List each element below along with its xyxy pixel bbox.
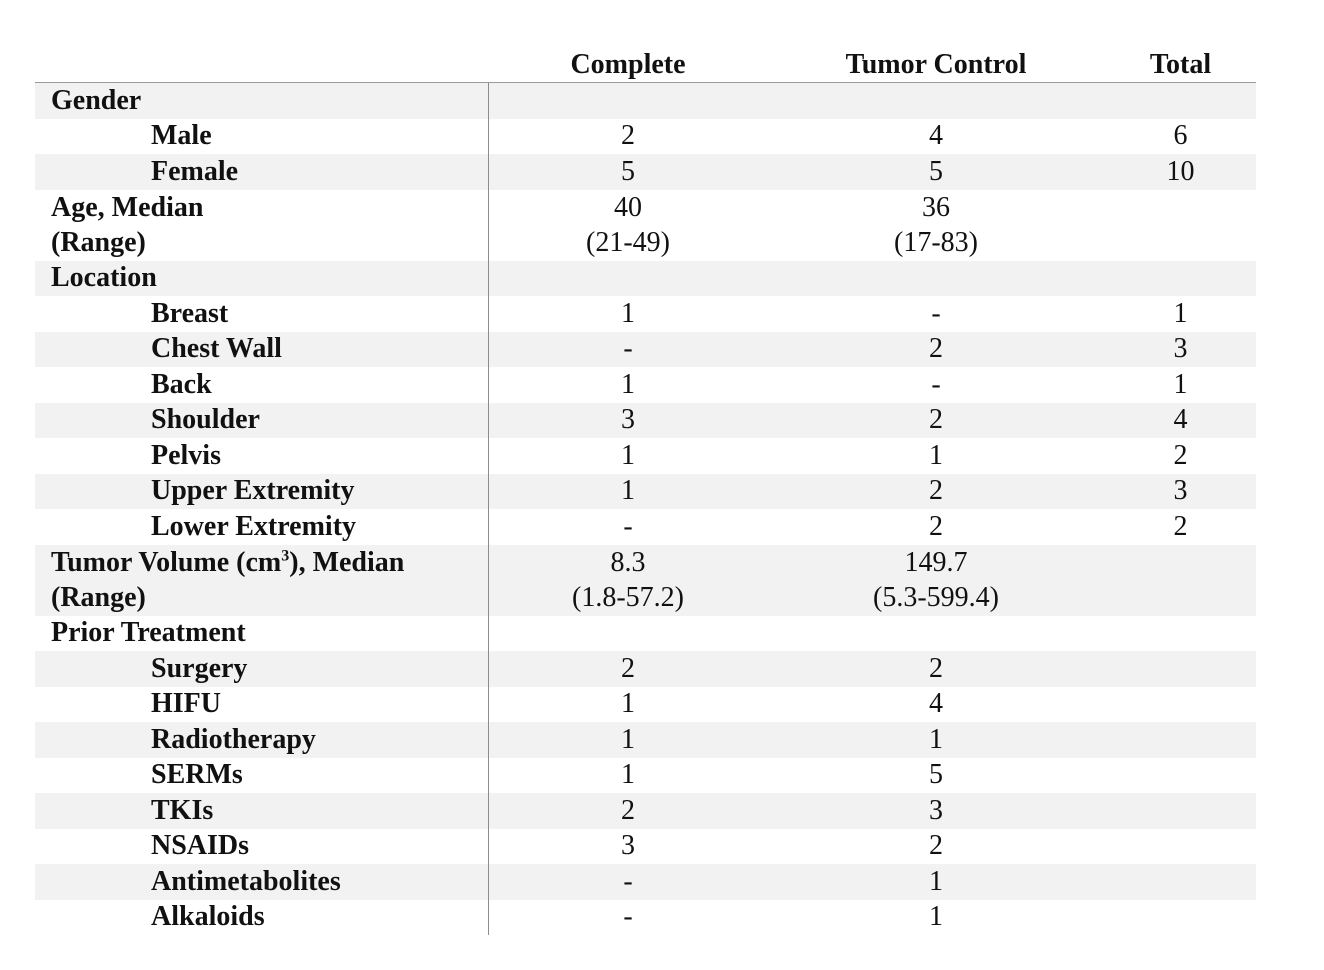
cell-tumor-control: 2 <box>929 510 943 542</box>
table-row <box>35 651 1256 687</box>
table-row <box>35 900 1256 936</box>
cell-complete: 2 <box>621 794 635 826</box>
cell-tumor-control: 2 <box>929 404 943 436</box>
cell-complete: 2 <box>621 652 635 684</box>
row-label: HIFU <box>35 687 489 723</box>
cell-total: 2 <box>1173 439 1188 471</box>
row-label: Chest Wall <box>35 332 489 368</box>
cell-total: 6 <box>1173 120 1188 152</box>
cell-tumor-control: - <box>931 368 941 400</box>
cell-tumor-control: - <box>931 297 941 329</box>
patient-characteristics-table <box>35 46 1256 935</box>
table-row <box>35 722 1256 758</box>
tumor-volume-label-line1: Tumor Volume $(cm^3)$, Median <box>51 547 405 578</box>
table-row <box>35 758 1256 794</box>
cell-tumor-control: 2 <box>929 652 943 684</box>
row-label: Shoulder <box>35 403 489 439</box>
row-label: Male <box>35 119 489 155</box>
age-complete-median: 40 <box>614 192 642 223</box>
cell-tumor-control: 1 <box>929 865 943 897</box>
age-label-line2: (Range) <box>51 227 146 258</box>
section-row-prior-treatment <box>35 616 1256 652</box>
cell-total-empty <box>1105 190 1256 261</box>
table-row <box>35 793 1256 829</box>
table-row-tumor-volume <box>35 545 1256 616</box>
row-label: TKIs <box>35 793 489 829</box>
cell-complete: - <box>623 901 633 933</box>
table-row <box>35 332 1256 368</box>
age-tumor-control-range: (17-83) <box>894 227 978 258</box>
cell-total: 4 <box>1173 404 1188 436</box>
row-label: Antimetabolites <box>35 864 489 900</box>
cell-complete: 1 <box>621 297 635 329</box>
header-total: Total <box>1149 49 1212 80</box>
cell-complete: 1 <box>621 688 635 720</box>
cell-complete: 2 <box>621 120 635 152</box>
cell-complete: 1 <box>621 439 635 471</box>
cell-tumor-control: 5 <box>929 155 943 187</box>
cell-tumor-control: 1 <box>929 723 943 755</box>
cell-complete: 1 <box>621 368 635 400</box>
table-row <box>35 687 1256 723</box>
cell-total: 2 <box>1173 510 1188 542</box>
volume-complete-range: (1.8-57.2) <box>572 582 684 613</box>
row-label: Breast <box>35 296 489 332</box>
cell-complete: 1 <box>621 723 635 755</box>
table-header <box>35 46 1256 83</box>
cell-tumor-control: 3 <box>929 794 943 826</box>
section-label: Prior Treatment <box>35 616 489 652</box>
cell-tumor-control <box>767 545 1105 616</box>
age-tumor-control-median: 36 <box>922 192 950 223</box>
row-label: Radiotherapy <box>35 722 489 758</box>
cell-complete: 1 <box>621 759 635 791</box>
cell-complete: - <box>623 333 633 365</box>
row-label: Back <box>35 367 489 403</box>
row-label: Upper Extremity <box>35 474 489 510</box>
cell-total: 1 <box>1173 297 1188 329</box>
volume-complete-median: 8.3 <box>610 547 646 578</box>
cell-total: 3 <box>1173 333 1188 365</box>
cell-complete: 3 <box>621 830 635 862</box>
cell-total: 1 <box>1173 368 1188 400</box>
cell-complete: 3 <box>621 404 635 436</box>
cell-tumor-control: 1 <box>929 901 943 933</box>
cell-tumor-control: 4 <box>929 688 943 720</box>
cell-tumor-control: 1 <box>929 439 943 471</box>
table-row <box>35 154 1256 190</box>
cell-complete <box>489 545 767 616</box>
table-row <box>35 509 1256 545</box>
cell-total-empty <box>1105 545 1256 616</box>
cell-complete: 5 <box>621 155 635 187</box>
row-label-tumor-volume <box>35 545 489 616</box>
table-row-age <box>35 190 1256 261</box>
row-label: Surgery <box>35 651 489 687</box>
section-label: Gender <box>35 83 489 119</box>
row-label: SERMs <box>35 758 489 794</box>
row-label-age <box>35 190 489 261</box>
cell-tumor-control: 4 <box>929 120 943 152</box>
table-row <box>35 864 1256 900</box>
cell-tumor-control <box>767 190 1105 261</box>
cell-complete: 1 <box>621 475 635 507</box>
section-label: Location <box>35 261 489 297</box>
section-row-gender <box>35 83 1256 119</box>
row-label: Pelvis <box>35 438 489 474</box>
row-label: Lower Extremity <box>35 509 489 545</box>
cell-tumor-control: 2 <box>929 333 943 365</box>
cell-tumor-control: 5 <box>929 759 943 791</box>
age-label-line1: Age, Median <box>51 192 204 223</box>
cell-tumor-control: 2 <box>929 830 943 862</box>
tumor-volume-label-line2: (Range) <box>51 582 146 613</box>
table-row <box>35 829 1256 865</box>
header-tumor-control: Tumor Control <box>845 49 1027 80</box>
table-row <box>35 403 1256 439</box>
cell-total: 10 <box>1166 155 1195 187</box>
cell-complete: - <box>623 510 633 542</box>
section-row-location <box>35 261 1256 297</box>
table-row <box>35 119 1256 155</box>
row-label: Female <box>35 154 489 190</box>
cell-complete <box>489 190 767 261</box>
volume-tumor-control-range: (5.3-599.4) <box>873 582 999 613</box>
cell-total: 3 <box>1173 475 1188 507</box>
row-label: Alkaloids <box>35 900 489 936</box>
header-empty-cell <box>35 46 489 82</box>
volume-tumor-control-median: 149.7 <box>904 547 968 578</box>
table-row <box>35 474 1256 510</box>
header-complete: Complete <box>570 49 686 80</box>
row-label: NSAIDs <box>35 829 489 865</box>
cell-complete: - <box>623 865 633 897</box>
table-row <box>35 438 1256 474</box>
cell-tumor-control: 2 <box>929 475 943 507</box>
age-complete-range: (21-49) <box>586 227 670 258</box>
table-row <box>35 367 1256 403</box>
table-row <box>35 296 1256 332</box>
